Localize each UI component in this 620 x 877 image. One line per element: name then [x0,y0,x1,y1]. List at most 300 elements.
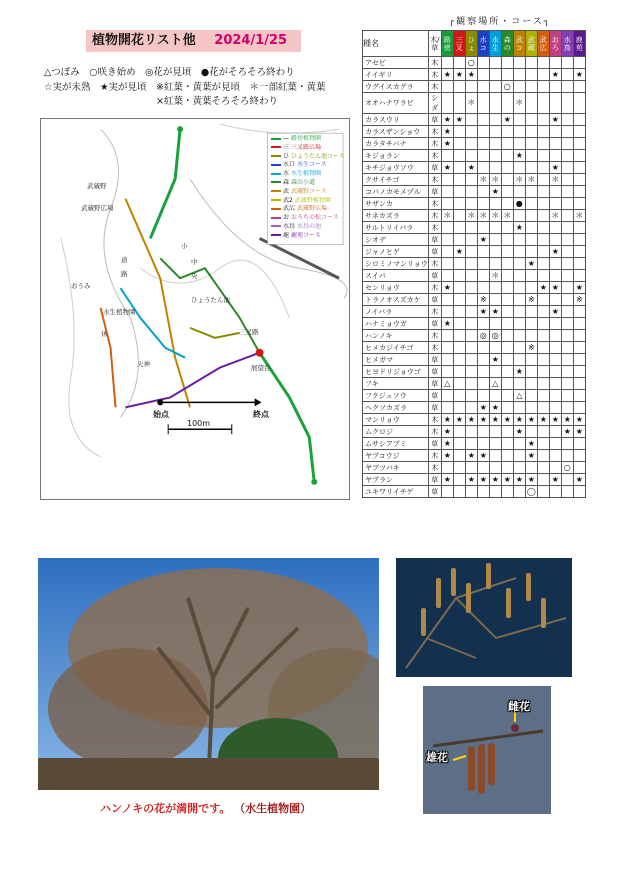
plant-type: 草 [428,114,441,126]
status-mark: ★ [573,426,585,438]
course-column-header: 路傍 [441,31,453,57]
plant-name: オオハナワラビ [363,93,429,114]
table-row [363,198,586,210]
status-mark [501,270,513,282]
status-mark [537,294,549,306]
course-column-header: 水コ [477,31,489,57]
plant-name: ハンノキ [363,330,429,342]
status-mark [441,246,453,258]
status-mark: ● [513,198,525,210]
status-mark [513,438,525,450]
plant-type: 草 [428,186,441,198]
status-mark: ★ [561,426,573,438]
map-area-label: 休 [101,330,108,338]
status-mark [513,282,525,294]
status-mark [477,198,489,210]
status-mark: ○ [465,57,477,69]
table-row [363,186,586,198]
status-mark [549,402,561,414]
status-mark [501,330,513,342]
status-mark [537,306,549,318]
status-mark [549,426,561,438]
status-mark [537,150,549,162]
table-row [363,426,586,438]
status-mark [441,258,453,270]
status-mark [561,150,573,162]
status-mark [537,258,549,270]
plant-name: ヤブツバキ [363,462,429,474]
status-mark [561,402,573,414]
status-mark: ★ [477,414,489,426]
status-mark [573,258,585,270]
status-mark [525,270,537,282]
status-mark [441,306,453,318]
status-mark [453,366,465,378]
status-mark: ★ [525,450,537,462]
status-mark [441,81,453,93]
plant-name: フクジュソウ [363,390,429,402]
status-mark [525,126,537,138]
status-mark [561,174,573,186]
table-row [363,462,586,474]
status-mark [537,318,549,330]
table-row [363,234,586,246]
status-mark [549,330,561,342]
status-mark [453,234,465,246]
map-area-label: 三叉路 [239,328,259,336]
status-mark [453,174,465,186]
map-legend-name: おろちの松コース [291,214,339,222]
course-column-header: 三叉 [453,31,465,57]
status-mark [453,150,465,162]
plant-table-wrapper [362,30,586,498]
status-mark [441,402,453,414]
status-mark [549,378,561,390]
status-mark [573,81,585,93]
status-mark [501,186,513,198]
observation-header-text: 観察場所・コース [456,17,544,27]
plant-name: シロミノマンリョウ [363,258,429,270]
status-mark [501,162,513,174]
status-mark: ＊ [479,210,488,220]
status-mark [465,114,477,126]
status-mark [453,126,465,138]
status-mark [465,258,477,270]
status-mark [477,81,489,93]
plant-type: 草 [428,294,441,306]
status-mark [465,390,477,402]
status-mark [573,234,585,246]
plant-type: 木 [428,198,441,210]
status-mark [477,222,489,234]
status-mark [561,126,573,138]
status-mark [453,450,465,462]
status-mark [537,93,549,114]
status-mark [453,198,465,210]
map-legend-item [271,170,345,179]
status-mark: ★ [441,450,453,462]
plant-type: 木 [428,57,441,69]
map-legend-mark: ひ [283,152,290,160]
status-mark [525,138,537,150]
status-mark [501,69,513,81]
map-area-label: おうみ [71,282,91,290]
status-mark [453,162,465,174]
status-mark [453,294,465,306]
status-mark [537,57,549,69]
status-mark [525,378,537,390]
plant-name: マンリョウ [363,414,429,426]
status-mark [453,462,465,474]
status-mark [525,306,537,318]
status-mark [549,138,561,150]
map-legend-mark: 武 [283,187,290,195]
status-mark [537,366,549,378]
status-mark [465,282,477,294]
status-mark [573,222,585,234]
status-mark [549,234,561,246]
status-mark [477,366,489,378]
status-mark [453,378,465,390]
status-mark: ★ [549,114,561,126]
plant-type: 草 [428,234,441,246]
status-mark [501,282,513,294]
plant-type: 木 [428,210,441,222]
status-mark [477,93,489,114]
status-mark [561,342,573,354]
status-mark [513,402,525,414]
status-mark [561,93,573,114]
status-mark: ＊ [527,174,536,184]
status-mark [477,246,489,258]
status-mark [537,198,549,210]
status-mark: ＊ [491,270,500,280]
alder-catkins-photo [396,558,572,677]
status-mark: ★ [441,138,453,150]
plant-name: ハナミョウガ [363,318,429,330]
plant-name: ジャノヒゲ [363,246,429,258]
plant-name: ヤブラン [363,474,429,486]
status-mark: ★ [477,474,489,486]
status-mark [513,258,525,270]
status-mark [501,390,513,402]
plant-name: キジョラン [363,150,429,162]
status-mark [453,282,465,294]
plant-type: 草 [428,246,441,258]
plant-type: 木 [428,174,441,186]
status-mark [573,462,585,474]
map-area-label: 中 [191,258,198,266]
status-mark: ★ [489,306,501,318]
status-mark: △ [513,390,525,402]
status-mark [501,93,513,114]
status-mark [489,69,501,81]
status-mark [465,462,477,474]
table-row [363,174,586,186]
table-row [363,126,586,138]
status-mark [489,486,501,498]
status-mark: ★ [441,474,453,486]
status-mark [441,174,453,186]
plant-type: 木 [428,450,441,462]
status-mark [477,390,489,402]
map-legend-name: ひょうたん池コース [291,152,345,160]
status-mark: ★ [477,306,489,318]
status-mark [453,402,465,414]
status-mark [573,114,585,126]
map-legend-swatch [271,164,281,166]
status-mark [477,69,489,81]
status-mark: ＊ [551,174,560,184]
status-mark [441,150,453,162]
status-mark [525,246,537,258]
map-legend-mark: 武2 [283,196,293,204]
status-mark: ★ [573,282,585,294]
status-mark [453,426,465,438]
status-mark: ★ [549,306,561,318]
status-mark [477,138,489,150]
status-mark [513,69,525,81]
status-mark: ◎ [477,330,489,342]
status-mark [465,306,477,318]
course-column-header: おろ [549,31,561,57]
map-legend-name: 鹿苑コース [291,231,321,239]
status-mark [489,390,501,402]
status-mark [525,282,537,294]
status-mark [489,57,501,69]
status-mark [513,186,525,198]
status-mark [501,402,513,414]
map-legend-item [271,223,345,232]
status-mark [513,270,525,282]
status-mark [501,318,513,330]
status-mark [477,258,489,270]
status-mark [561,114,573,126]
status-mark: ★ [525,258,537,270]
map-legend-swatch [271,217,281,219]
status-mark [549,390,561,402]
table-row [363,222,586,234]
status-mark [537,402,549,414]
status-mark: ＊ [465,93,477,114]
status-mark [525,366,537,378]
status-mark [513,486,525,498]
status-mark [549,198,561,210]
title-text: 植物開花リスト他 [92,33,196,48]
plant-type: 木 [428,330,441,342]
alder-tree-photo [38,558,379,790]
status-mark: ※ [573,294,585,306]
status-mark: ★ [549,162,561,174]
status-mark [501,258,513,270]
map-legend-name: 水生植物園 [291,170,322,178]
status-mark [537,390,549,402]
map-legend-swatch [271,208,281,210]
status-mark: ★ [513,474,525,486]
status-mark: ＊ [491,174,500,184]
map-legend-swatch [271,234,281,236]
status-mark [501,366,513,378]
course-column-header: 森の [501,31,513,57]
status-mark [453,390,465,402]
status-mark [537,330,549,342]
map-area-label: 天神 [137,360,150,368]
plant-type: 草 [428,390,441,402]
status-mark [477,438,489,450]
map-area-label: 小 [181,242,188,250]
status-mark [501,342,513,354]
status-mark: ★ [549,246,561,258]
table-row [363,318,586,330]
status-mark [561,138,573,150]
status-mark [465,186,477,198]
status-mark [441,462,453,474]
status-mark [501,57,513,69]
status-mark [477,126,489,138]
status-mark [465,234,477,246]
plant-name: ヒメガマ [363,354,429,366]
plant-type: シダ [428,93,441,114]
status-mark [453,138,465,150]
plant-name: ムクロジ [363,426,429,438]
course-column-header: 水生 [489,31,501,57]
table-row [363,330,586,342]
status-mark: ★ [465,450,477,462]
plant-type: 木 [428,426,441,438]
plant-type: 木 [428,81,441,93]
map-legend-item [271,135,345,144]
status-mark [513,114,525,126]
map-legend-item [271,179,345,188]
plant-table [362,30,586,498]
status-mark [513,246,525,258]
status-mark [501,450,513,462]
plant-type: 草 [428,402,441,414]
status-mark [561,390,573,402]
status-mark [513,450,525,462]
status-mark: ※ [525,342,537,354]
table-row [363,390,586,402]
status-mark [537,438,549,450]
status-mark [501,378,513,390]
plant-type: 草 [428,486,441,498]
table-row [363,210,586,222]
status-mark [573,246,585,258]
status-mark [537,426,549,438]
status-mark [549,150,561,162]
status-mark: ＊ [575,210,584,220]
status-mark [549,270,561,282]
name-column-header: 種名 [363,31,429,57]
status-mark [537,186,549,198]
status-mark [501,198,513,210]
status-mark: ★ [441,126,453,138]
status-mark [513,210,525,222]
status-mark [501,486,513,498]
status-mark [525,69,537,81]
status-mark [477,186,489,198]
status-mark [465,378,477,390]
status-mark [561,198,573,210]
status-mark [573,342,585,354]
status-mark [477,462,489,474]
status-mark [537,126,549,138]
status-mark [465,126,477,138]
status-mark: ★ [549,282,561,294]
title-date: 2024/1/25 [214,33,288,48]
status-mark [573,138,585,150]
status-mark [489,198,501,210]
status-mark [549,93,561,114]
status-mark [489,162,501,174]
status-mark: ★ [453,414,465,426]
status-mark: ★ [549,69,561,81]
plant-name: カラスザンショウ [363,126,429,138]
status-mark: ★ [561,414,573,426]
status-mark [477,282,489,294]
status-mark [525,150,537,162]
plant-name: アセビ [363,57,429,69]
status-mark [501,138,513,150]
table-row [363,354,586,366]
course-column-header: 武蔵 [525,31,537,57]
status-mark [453,354,465,366]
scale-label: 100m [187,419,211,428]
status-mark [549,366,561,378]
plant-type: 草 [428,162,441,174]
map-legend-item [271,232,345,241]
status-mark [501,354,513,366]
status-mark [465,366,477,378]
table-row [363,378,586,390]
status-mark [489,114,501,126]
status-mark [513,354,525,366]
map-legend-name: 水生コース [297,161,327,169]
status-mark [453,186,465,198]
male-flower-label: 雄花 [426,751,448,764]
status-mark [573,198,585,210]
status-mark [501,294,513,306]
status-mark: ★ [525,438,537,450]
status-mark [537,81,549,93]
status-mark: ★ [513,366,525,378]
status-mark: ★ [489,474,501,486]
status-mark: ★ [441,114,453,126]
status-mark: ★ [501,114,513,126]
status-mark [477,342,489,354]
status-mark [501,222,513,234]
status-mark [513,318,525,330]
map-legend-name: 武蔵野植物園 [294,196,331,204]
plant-name: イイギリ [363,69,429,81]
status-mark [453,81,465,93]
status-mark [489,234,501,246]
table-row [363,69,586,81]
map-legend-mark: 三 [283,143,290,151]
status-mark [513,162,525,174]
status-mark [453,330,465,342]
status-mark [537,462,549,474]
status-mark: ★ [513,426,525,438]
status-mark [513,81,525,93]
status-mark [465,402,477,414]
status-mark [549,438,561,450]
status-mark: ★ [501,474,513,486]
status-mark [441,390,453,402]
status-mark [489,366,501,378]
status-mark: ※ [525,294,537,306]
status-mark: ★ [453,114,465,126]
